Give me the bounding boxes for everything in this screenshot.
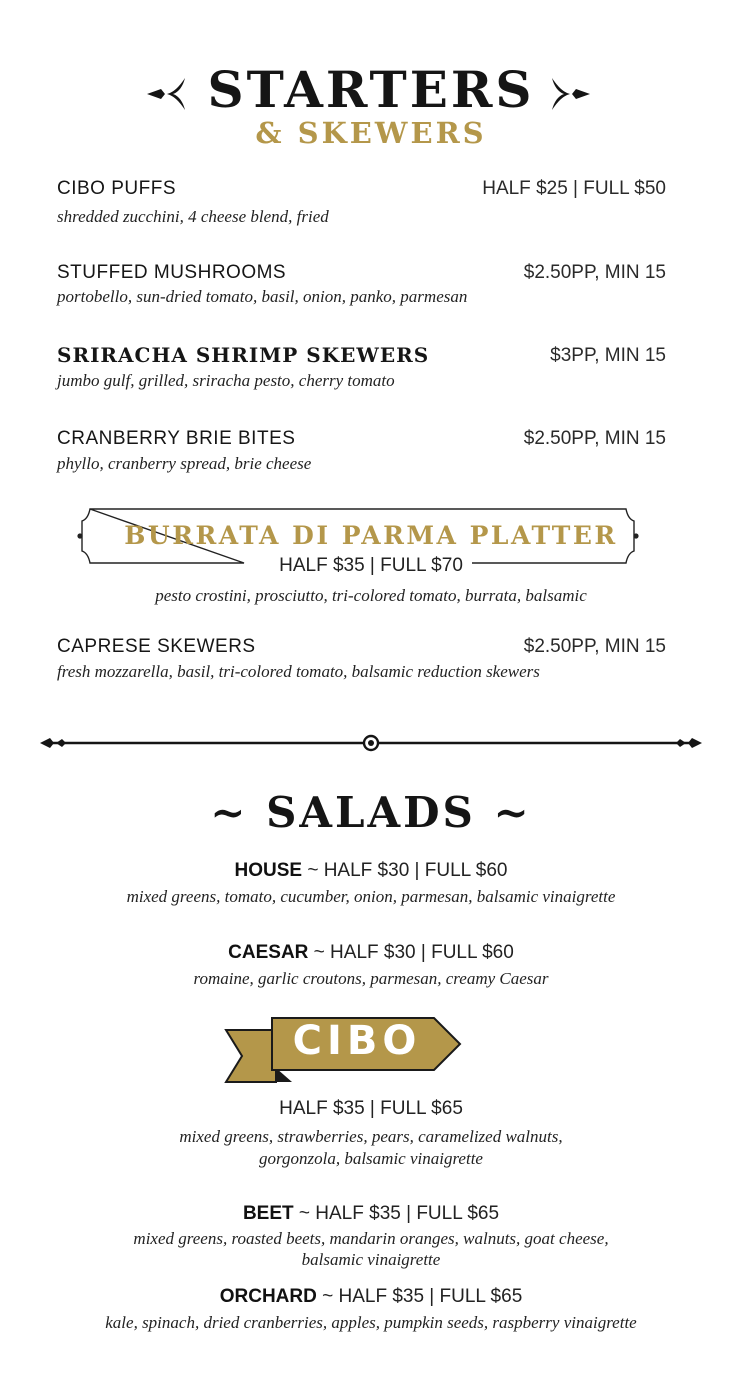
menu-item-name: STUFFED MUSHROOMS xyxy=(57,262,287,283)
salad-price: ~ HALF $35 | FULL $65 xyxy=(293,1203,500,1224)
menu-item-name: CAPRESE SKEWERS xyxy=(57,636,256,657)
salad-name-cibo: CIBO xyxy=(292,1018,422,1064)
feature-item-name: BURRATA DI PARMA PLATTER xyxy=(124,521,618,550)
ornamental-divider xyxy=(38,732,704,754)
menu-item-description: portobello, sun-dried tomato, basil, onion, panko, parmesan xyxy=(57,287,468,306)
salad-name: BEET xyxy=(242,1203,294,1224)
menu-item-description: jumbo gulf, grilled, sriracha pesto, cherry tomato xyxy=(57,371,395,390)
salad-house-line xyxy=(0,860,742,882)
salad-description: romaine, garlic croutons, parmesan, creamy Caesar xyxy=(193,969,549,988)
menu-item-name: CIBO PUFFS xyxy=(57,178,177,199)
menu-item-name: SRIRACHA SHRIMP SKEWERS xyxy=(57,343,430,367)
salad-orchard-line xyxy=(0,1286,742,1308)
feature-item-description: pesto crostini, prosciutto, tri-colored tomato, burrata, balsamic xyxy=(155,586,587,605)
section-subtitle-skewers: & SKEWERS xyxy=(255,116,487,150)
salad-description: mixed greens, strawberries, pears, caramelized walnuts, xyxy=(179,1127,563,1146)
salad-price: ~ HALF $30 | FULL $60 xyxy=(302,860,508,881)
salad-description: gorgonzola, balsamic vinaigrette xyxy=(259,1149,483,1168)
feature-item-price: HALF $35 | FULL $70 xyxy=(279,555,463,576)
menu-item-description: shredded zucchini, 4 cheese blend, fried xyxy=(57,207,329,226)
menu-item-price: $2.50PP, MIN 15 xyxy=(523,428,666,449)
section-title-salads: ~ SALADS ~ xyxy=(210,788,532,837)
salad-price: ~ HALF $35 | FULL $65 xyxy=(316,1286,523,1307)
salad-caesar-line xyxy=(0,942,742,964)
salad-description: kale, spinach, dried cranberries, apples, pumpkin seeds, raspberry vinaigrette xyxy=(105,1313,637,1332)
salad-description: mixed greens, roasted beets, mandarin oranges, walnuts, goat cheese, xyxy=(133,1229,609,1248)
salad-name: HOUSE xyxy=(234,860,303,881)
salad-name: ORCHARD xyxy=(219,1286,317,1307)
section-title-starters: STARTERS xyxy=(207,60,535,119)
menu-item-price: $2.50PP, MIN 15 xyxy=(523,262,666,283)
salad-description: mixed greens, tomato, cucumber, onion, parmesan, balsamic vinaigrette xyxy=(126,887,616,906)
salad-beet-line xyxy=(0,1203,742,1225)
salad-description: balsamic vinaigrette xyxy=(301,1250,441,1269)
salad-price: HALF $35 | FULL $65 xyxy=(279,1098,463,1119)
menu-item-price: $3PP, MIN 15 xyxy=(550,345,666,366)
menu-item-name: CRANBERRY BRIE BITES xyxy=(57,428,296,449)
menu-item-description: fresh mozzarella, basil, tri-colored tomato, balsamic reduction skewers xyxy=(57,662,540,681)
salad-name: CAESAR xyxy=(228,942,309,963)
salad-price: ~ HALF $30 | FULL $60 xyxy=(308,942,514,963)
menu-item-price: HALF $25 | FULL $50 xyxy=(482,178,666,199)
menu-item-description: phyllo, cranberry spread, brie cheese xyxy=(57,454,312,473)
menu-item-price: $2.50PP, MIN 15 xyxy=(523,636,666,657)
